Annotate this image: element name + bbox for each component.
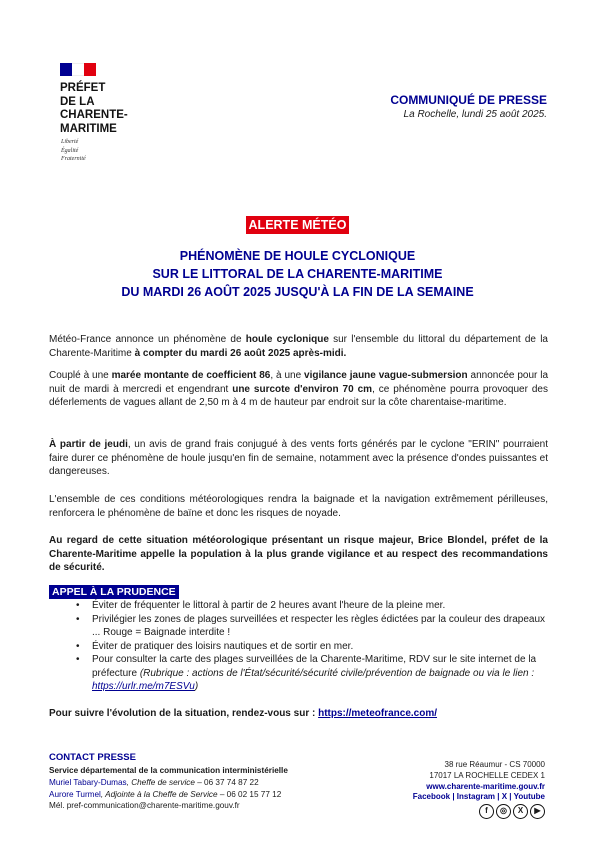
text: Couplé à une bbox=[49, 370, 112, 381]
paragraph-conditions: L'ensemble de ces conditions météorologiques rendra la baignade et la navigation extrêmement périlleuses, renforcera le phénomène de baïne et donc les risques de noyade. bbox=[49, 494, 548, 519]
logo-line: PRÉFET bbox=[60, 82, 106, 94]
text: , à une bbox=[270, 370, 305, 381]
prudence-list bbox=[49, 599, 548, 694]
list-item: • Privilégier les zones de plages surveillées et respecter les règles édictées par la couleur des drapeaux ... Rouge = Baignade interdite ! bbox=[92, 613, 548, 640]
text: , ce phénomène pourra provoquer des déferlements de vagues allant de 2,50 m à 4 m de hauteur par endroit sur la côte charentaise-maritime. bbox=[49, 383, 548, 408]
list-item: • Éviter de pratiquer des loisirs nautiques et de sortir en mer. bbox=[92, 640, 548, 654]
follow-line bbox=[49, 707, 548, 721]
text-bold: marée montante de coefficient 86 bbox=[111, 370, 271, 381]
paragraph-thursday bbox=[49, 438, 548, 479]
social-links[interactable]: Facebook | Instagram | X | Youtube bbox=[412, 792, 545, 802]
text: Météo-France annonce un phénomène de bbox=[49, 334, 246, 345]
motto-line: Liberté bbox=[61, 139, 79, 145]
website-link[interactable]: www.charente-maritime.gouv.fr bbox=[426, 781, 545, 791]
marianne-flag-logo bbox=[60, 63, 96, 76]
paragraph-prefect-call: Au regard de cette situation météorologique présentant un risque majeur, Brice Blondel, préfet de la Charente-Maritime appelle la population à la plus grande vigilance et au respect des recommandations de sécurité. bbox=[49, 535, 548, 573]
text: , un avis de grand frais conjugué à des vents forts générés par le cyclone "ERIN" pourraient faire durer ce phénomène de houle jusqu'en fin de semaine, notamment avec la présence d'ondes puissantes et dangereuses. bbox=[49, 439, 548, 477]
press-release-date: La Rochelle, lundi 25 août 2025. bbox=[403, 109, 547, 120]
address-line: 38 rue Réaumur - CS 70000 bbox=[444, 760, 545, 769]
motto-line: Égalité bbox=[61, 147, 79, 154]
text-bold: vigilance jaune vague-submersion bbox=[304, 370, 468, 381]
contact-role: , Cheffe de service bbox=[126, 777, 195, 787]
paragraph-announcement bbox=[49, 333, 548, 360]
contact-person bbox=[49, 777, 288, 789]
logo-line: MARITIME bbox=[60, 122, 117, 135]
text-bold: À partir de jeudi bbox=[49, 439, 128, 450]
contact-block bbox=[49, 765, 288, 812]
logo-line: DE LA bbox=[60, 95, 95, 108]
text-bold: à compter du mardi 26 août 2025 après-midi. bbox=[134, 347, 347, 359]
headline-line: SUR LE LITTORAL DE LA CHARENTE-MARITIME bbox=[152, 267, 443, 281]
social-icons bbox=[479, 804, 545, 819]
text: Pour suivre l'évolution de la situation, rendez-vous sur : bbox=[49, 708, 319, 719]
text-italic: (Rubrique : actions de l'État/sécurité/sécurité civile/prévention de baignade ou via le lien : bbox=[139, 667, 535, 679]
contact-name: Muriel Tabary-Dumas bbox=[49, 777, 127, 787]
youtube-icon[interactable]: ▶ bbox=[530, 804, 545, 819]
text: ) bbox=[194, 681, 199, 692]
paragraph-tide bbox=[49, 369, 548, 410]
instagram-icon[interactable]: ◎ bbox=[496, 804, 511, 819]
contact-name: Aurore Turmel bbox=[49, 789, 101, 799]
x-icon[interactable]: X bbox=[513, 804, 528, 819]
text-bold: houle cyclonique bbox=[245, 334, 329, 345]
address-line: 17017 LA ROCHELLE CEDEX 1 bbox=[429, 770, 545, 780]
headline-line: PHÉNOMÈNE DE HOULE CYCLONIQUE bbox=[179, 249, 416, 263]
appel-prudence-heading: APPEL À LA PRUDENCE bbox=[49, 585, 179, 599]
contact-service: Service départemental de la communication interministérielle bbox=[49, 766, 288, 775]
contact-phone: – 06 37 74 87 22 bbox=[194, 777, 259, 787]
text: sur l'ensemble du littoral du département de la Charente-Maritime bbox=[49, 334, 548, 359]
republic-motto bbox=[61, 138, 86, 164]
headline-line: DU MARDI 26 AOÛT 2025 JUSQU'À LA FIN DE LA SEMAINE bbox=[121, 285, 474, 299]
alert-headline bbox=[0, 247, 595, 301]
contact-mail: Mél. pref-communication@charente-maritime.gouv.fr bbox=[49, 801, 240, 811]
meteofrance-link[interactable]: https://meteofrance.com/ bbox=[318, 708, 438, 719]
list-item: • Éviter de fréquenter le littoral à partir de 2 heures avant l'heure de la pleine mer. bbox=[92, 599, 548, 613]
prefecture-link[interactable]: https://urlr.me/m7ESVu bbox=[92, 681, 195, 692]
contact-phone: – 06 02 15 77 12 bbox=[217, 789, 282, 799]
alert-badge-row bbox=[0, 216, 595, 234]
contact-heading: CONTACT PRESSE bbox=[49, 752, 136, 763]
contact-role: , Adjointe à la Cheffe de Service bbox=[100, 789, 218, 799]
address-block bbox=[413, 760, 545, 803]
motto-line: Fraternité bbox=[61, 156, 86, 162]
text-bold: une surcote d'environ 70 cm bbox=[232, 383, 373, 395]
text: annoncée pour la nuit de mardi à mercredi et engendrant bbox=[49, 370, 549, 395]
list-item bbox=[92, 653, 548, 694]
logo-line: CHARENTE- bbox=[60, 109, 128, 121]
facebook-icon[interactable]: f bbox=[479, 804, 494, 819]
contact-person bbox=[49, 789, 288, 801]
press-release-title: COMMUNIQUÉ DE PRESSE bbox=[390, 93, 547, 107]
prefet-logo-text bbox=[60, 82, 128, 136]
text: Pour consulter la carte des plages surveillées de la Charente-Maritime, RDV sur le site internet de la préfecture bbox=[92, 654, 537, 679]
alert-badge: ALERTE MÉTÉO bbox=[246, 216, 350, 234]
